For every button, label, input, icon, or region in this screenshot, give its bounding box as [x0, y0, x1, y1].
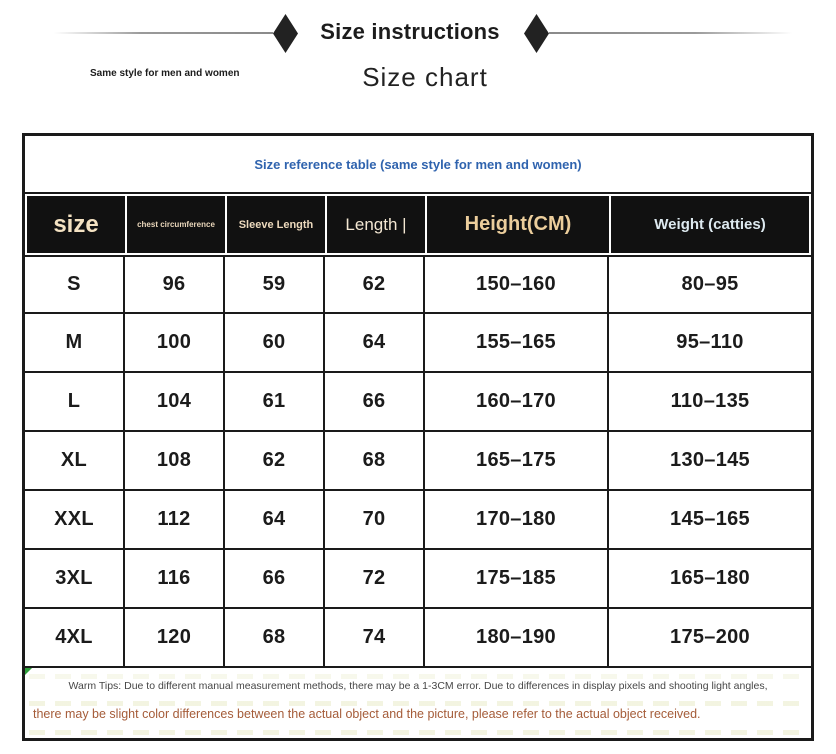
- table-cell: 74: [325, 609, 425, 668]
- size-table: [22, 133, 814, 741]
- table-cell: 80–95: [609, 255, 811, 314]
- column-header-chest-label: chest circumference: [137, 220, 215, 229]
- table-caption-row: [25, 136, 811, 194]
- table-cell: 175–200: [609, 609, 811, 668]
- column-header-length-label: Length |: [345, 214, 407, 234]
- column-header-size-label: size: [53, 210, 99, 238]
- column-header-sleeve-label: Sleeve Length: [238, 218, 314, 231]
- page-subtitle: Size chart: [362, 62, 488, 92]
- ghost-highlight-band: [29, 701, 807, 706]
- table-cell: 96: [125, 255, 225, 314]
- page-title: Size instructions: [320, 19, 500, 44]
- table-cell: 64: [325, 314, 425, 373]
- table-cell: 62: [325, 255, 425, 314]
- diamond-icon-right: [524, 14, 549, 53]
- table-cell: 165–180: [609, 550, 811, 609]
- table-cell: 170–180: [425, 491, 609, 550]
- table-cell: 72: [325, 550, 425, 609]
- table-cell: 68: [225, 609, 325, 668]
- table-cell: 104: [125, 373, 225, 432]
- table-cell: 70: [325, 491, 425, 550]
- table-cell: 68: [325, 432, 425, 491]
- table-cell: 59: [225, 255, 325, 314]
- table-cell: 3XL: [25, 550, 125, 609]
- table-cell: 180–190: [425, 609, 609, 668]
- table-cell: 108: [125, 432, 225, 491]
- ghost-highlight-band: [29, 674, 807, 679]
- column-header-length: [325, 194, 425, 255]
- table-cell: 60: [225, 314, 325, 373]
- table-cell: 66: [225, 550, 325, 609]
- column-header-chest: [125, 194, 225, 255]
- table-cell: S: [25, 255, 125, 314]
- table-cell: 145–165: [609, 491, 811, 550]
- table-cell: 120: [125, 609, 225, 668]
- ghost-highlight-band: [29, 730, 807, 735]
- table-cell: XXL: [25, 491, 125, 550]
- table-cell: 4XL: [25, 609, 125, 668]
- table-cell: 150–160: [425, 255, 609, 314]
- column-header-sleeve: [225, 194, 325, 255]
- table-cell: XL: [25, 432, 125, 491]
- warm-tips-line1: Warm Tips: Due to different manual measurement methods, there may be a 1-3CM error. Due to differences in display pixels and shooting light angles,: [68, 680, 768, 692]
- table-cell: 110–135: [609, 373, 811, 432]
- table-cell: 116: [125, 550, 225, 609]
- decor-line-right: [549, 32, 792, 34]
- table-cell: 130–145: [609, 432, 811, 491]
- table-cell: 66: [325, 373, 425, 432]
- table-caption: Size reference table (same style for men and women): [254, 156, 582, 172]
- table-cell: 165–175: [425, 432, 609, 491]
- diamond-icon-left: [273, 14, 298, 53]
- table-cell: 100: [125, 314, 225, 373]
- column-header-height-label: Height(CM): [464, 213, 572, 235]
- column-header-weight: [609, 194, 811, 255]
- table-cell: 112: [125, 491, 225, 550]
- column-header-height: [425, 194, 609, 255]
- table-cell: L: [25, 373, 125, 432]
- table-cell: 155–165: [425, 314, 609, 373]
- decor-line-left: [54, 32, 273, 34]
- warm-tips-footer: [25, 668, 811, 738]
- table-cell: 61: [225, 373, 325, 432]
- table-cell: 62: [225, 432, 325, 491]
- unisex-note: Same style for men and women: [90, 68, 240, 79]
- table-cell: 64: [225, 491, 325, 550]
- table-cell: M: [25, 314, 125, 373]
- table-cell: 160–170: [425, 373, 609, 432]
- table-cell: 175–185: [425, 550, 609, 609]
- warm-tips-line2: there may be slight color differences between the actual object and the picture, please refer to the actual object received.: [33, 707, 701, 721]
- table-cell: 95–110: [609, 314, 811, 373]
- column-header-size: [25, 194, 125, 255]
- column-header-weight-label: Weight (catties): [654, 216, 766, 233]
